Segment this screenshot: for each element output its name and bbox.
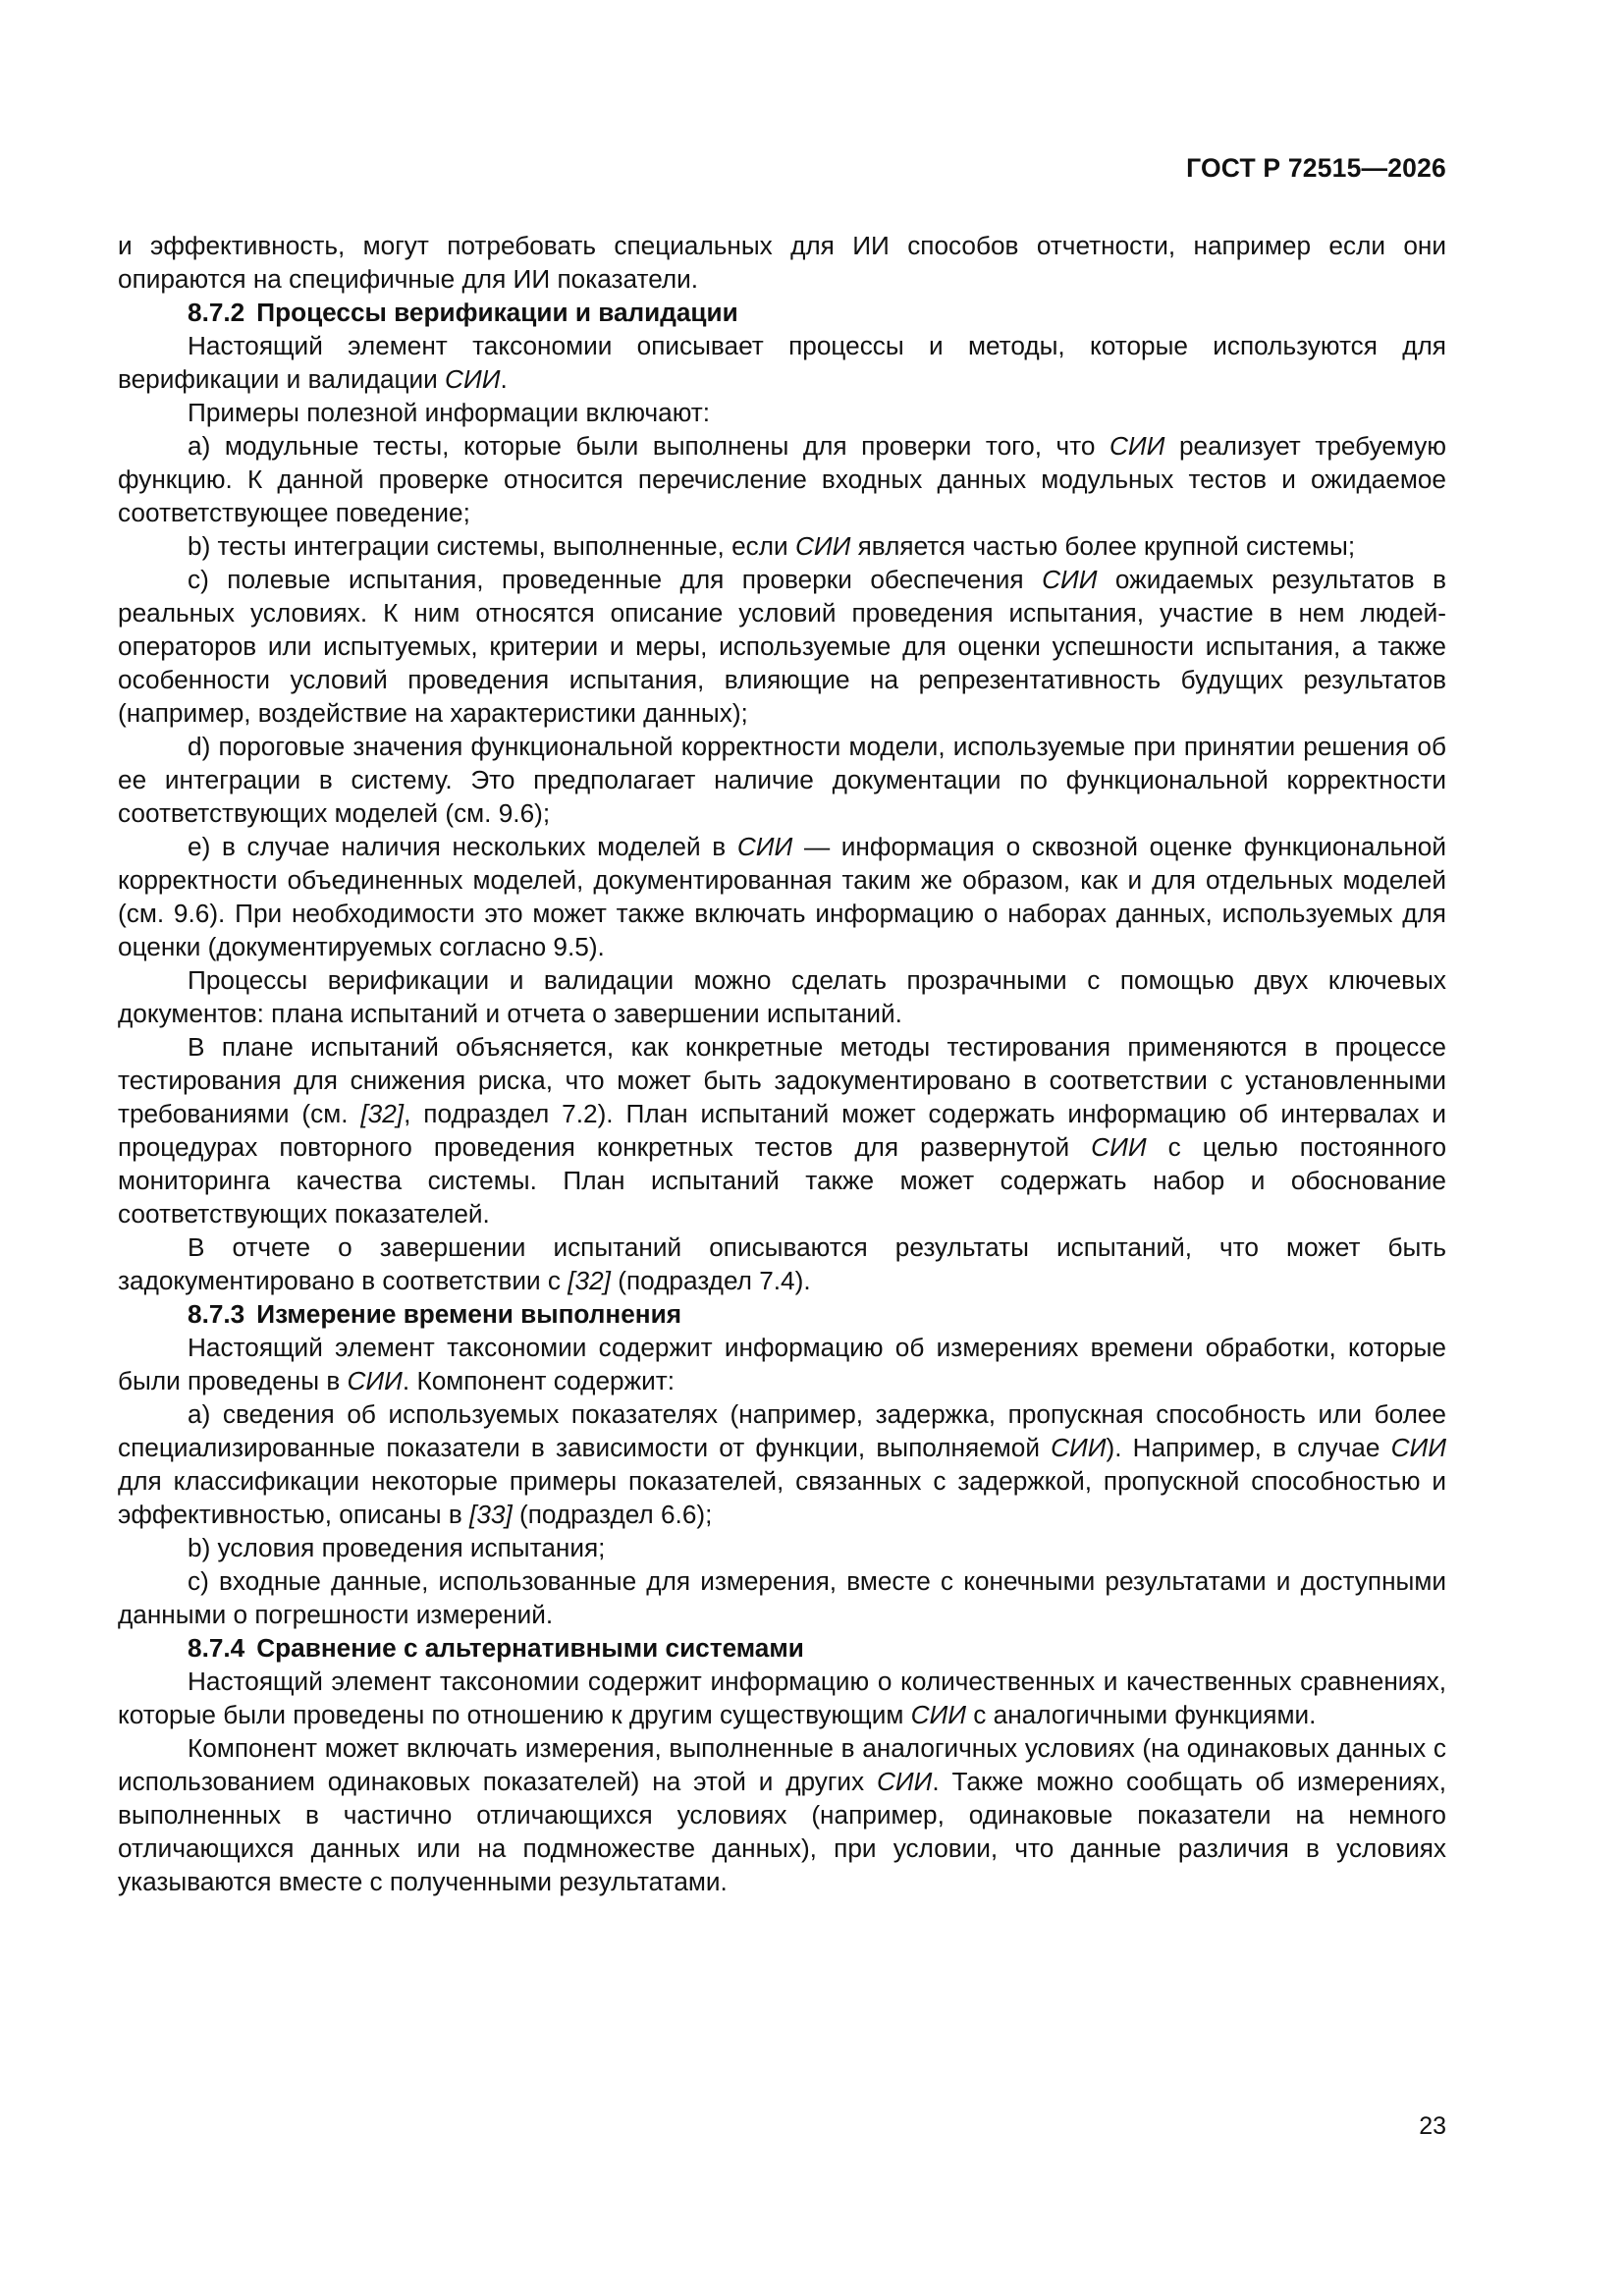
paragraph [118, 1531, 1446, 1564]
paragraph [118, 1230, 1446, 1297]
text-run: b) условия проведения испытания; [188, 1533, 606, 1562]
document-body [118, 229, 1446, 1898]
text-run: является частью более крупной системы; [850, 531, 1356, 561]
text-run: В плане испытаний объясняется, как конкретные методы тестирования применяются в процессе тестирования для снижения риска, что может быть задокументировано в соответствии с установленными требованиями (см. [118, 1032, 1446, 1128]
italic-term: СИИ [1051, 1433, 1107, 1462]
paragraph [118, 529, 1446, 563]
section-number: 8.7.2 [188, 298, 245, 327]
italic-term: СИИ [445, 364, 501, 394]
text-run: c) входные данные, использованные для измерения, вместе с конечными результатами и доступными данными о погрешности измерений. [118, 1566, 1446, 1629]
text-run: . [500, 364, 508, 394]
text-run: — информация о сквозной оценке функциональной корректности объединенных моделей, документированная таким же образом, как и для отдельных моделей (см. 9.6). При необходимости это может также включать информацию о наборах данных, используемых для оценки (документируемых согласно 9.5). [118, 832, 1446, 961]
section-heading-8-7-4 [118, 1631, 1446, 1665]
paragraph [118, 1665, 1446, 1731]
intro-paragraph-group [118, 229, 1446, 296]
italic-term: СИИ [877, 1767, 933, 1796]
italic-term: [32] [568, 1266, 611, 1295]
italic-term: СИИ [794, 531, 851, 561]
text-run: c) полевые испытания, проведенные для проверки обеспечения [188, 565, 1043, 594]
text-run: Настоящий элемент таксономии содержит информацию о количественных и качественных сравнениях, которые были проведены по отношению к другим существующим [118, 1667, 1446, 1729]
paragraph [118, 429, 1446, 529]
text-run: и эффективность, могут потребовать специальных для ИИ способов отчетности, например если они опираются на специфичные для ИИ показатели. [118, 231, 1446, 294]
text-run: Процессы верификации и валидации можно сделать прозрачными с помощью двух ключевых документов: плана испытаний и отчета о завершении испытаний. [118, 965, 1446, 1028]
italic-term: СИИ [1390, 1433, 1446, 1462]
paragraph [118, 1331, 1446, 1397]
paragraph [118, 396, 1446, 429]
section-number: 8.7.4 [188, 1633, 245, 1663]
paragraph [118, 1731, 1446, 1898]
section-heading-8-7-2 [118, 296, 1446, 329]
text-run: ). Например, в случае [1106, 1433, 1391, 1462]
paragraph [118, 1397, 1446, 1531]
italic-term: СИИ [910, 1700, 967, 1729]
text-run: Примеры полезной информации включают: [188, 398, 711, 427]
text-run: b) тесты интеграции системы, выполненные, если [188, 531, 795, 561]
text-run: d) пороговые значения функциональной корректности модели, используемые при принятии решения об ее интеграции в систему. Это предполагает наличие документации по функциональной корректности соответствующих моделей (см. 9.6); [118, 732, 1446, 828]
paragraph [118, 1030, 1446, 1230]
text-run: с целью постоянного мониторинга качества системы. План испытаний также может содержать набор и обоснование соответствующих показателей. [118, 1132, 1447, 1229]
text-run: a) модульные тесты, которые были выполнены для проверки того, что [188, 431, 1110, 461]
section-8-7-3-body [118, 1331, 1446, 1631]
text-run: e) в случае наличия нескольких моделей в [188, 832, 737, 861]
paragraph [118, 563, 1446, 730]
section-8-7-4-body [118, 1665, 1446, 1898]
text-run: Настоящий элемент таксономии описывает процессы и методы, которые используются для верификации и валидации [118, 331, 1446, 394]
italic-term: СИИ [736, 832, 793, 861]
text-run: В отчете о завершении испытаний описываются результаты испытаний, что может быть задокументировано в соответствии с [118, 1232, 1446, 1295]
text-run: a) сведения об используемых показателях (например, задержка, пропускная способность или более специализированные показатели в зависимости от функции, выполняемой [118, 1399, 1446, 1462]
italic-term: [33] [469, 1500, 513, 1529]
italic-term: СИИ [347, 1366, 403, 1395]
standard-header: ГОСТ Р 72515—2026 [1186, 153, 1446, 183]
text-run: (подраздел 7.4). [610, 1266, 811, 1295]
text-run: для классификации некоторые примеры показателей, связанных с задержкой, пропускной способностью и эффективностью, описаны в [118, 1466, 1446, 1529]
italic-term: [32] [360, 1099, 405, 1128]
section-title: Сравнение с альтернативными системами [256, 1633, 804, 1663]
page-number: 23 [1419, 2112, 1446, 2140]
paragraph [118, 830, 1446, 963]
text-run: Компонент может включать измерения, выполненные в аналогичных условиях (на одинаковых данных с использованием одинаковых показателей) на этой и других [118, 1733, 1446, 1796]
text-run: . Компонент содержит: [402, 1366, 675, 1395]
italic-term: СИИ [1042, 565, 1098, 594]
section-title: Измерение времени выполнения [256, 1299, 681, 1329]
paragraph [118, 1564, 1446, 1631]
italic-term: СИИ [1091, 1132, 1147, 1162]
paragraph [118, 730, 1446, 830]
text-run: , подраздел 7.2). План испытаний может содержать информацию об интервалах и процедурах повторного проведения конкретных тестов для развернутой [118, 1099, 1446, 1162]
section-8-7-2-body [118, 329, 1446, 1297]
text-run: реализует требуемую функцию. К данной проверке относится перечисление входных данных модульных тестов и ожидаемое соответствующее поведение; [118, 431, 1446, 527]
text-run: с аналогичными функциями. [966, 1700, 1317, 1729]
paragraph [118, 963, 1446, 1030]
paragraph [118, 329, 1446, 396]
paragraph [118, 229, 1446, 296]
section-heading-8-7-3 [118, 1297, 1446, 1331]
text-run: ожидаемых результатов в реальных условиях. К ним относятся описание условий проведения испытания, участие в нем людей-операторов или испытуемых, критерии и меры, используемые для оценки успешности испытания, а также особенности условий проведения испытания, влияющие на репрезентативность будущих результатов (например, воздействие на характеристики данных); [118, 565, 1446, 728]
section-number: 8.7.3 [188, 1299, 245, 1329]
text-run: (подраздел 6.6); [512, 1500, 713, 1529]
italic-term: СИИ [1109, 431, 1165, 461]
text-run: . Также можно сообщать об измерениях, выполненных в частично отличающихся условиях (например, одинаковые показатели на немного отличающихся данных или на подмножестве данных), при условии, что данные различия в условиях указываются вместе с полученными результатами. [118, 1767, 1446, 1896]
text-run: Настоящий элемент таксономии содержит информацию об измерениях времени обработки, которые были проведены в [118, 1333, 1446, 1395]
section-title: Процессы верификации и валидации [256, 298, 738, 327]
